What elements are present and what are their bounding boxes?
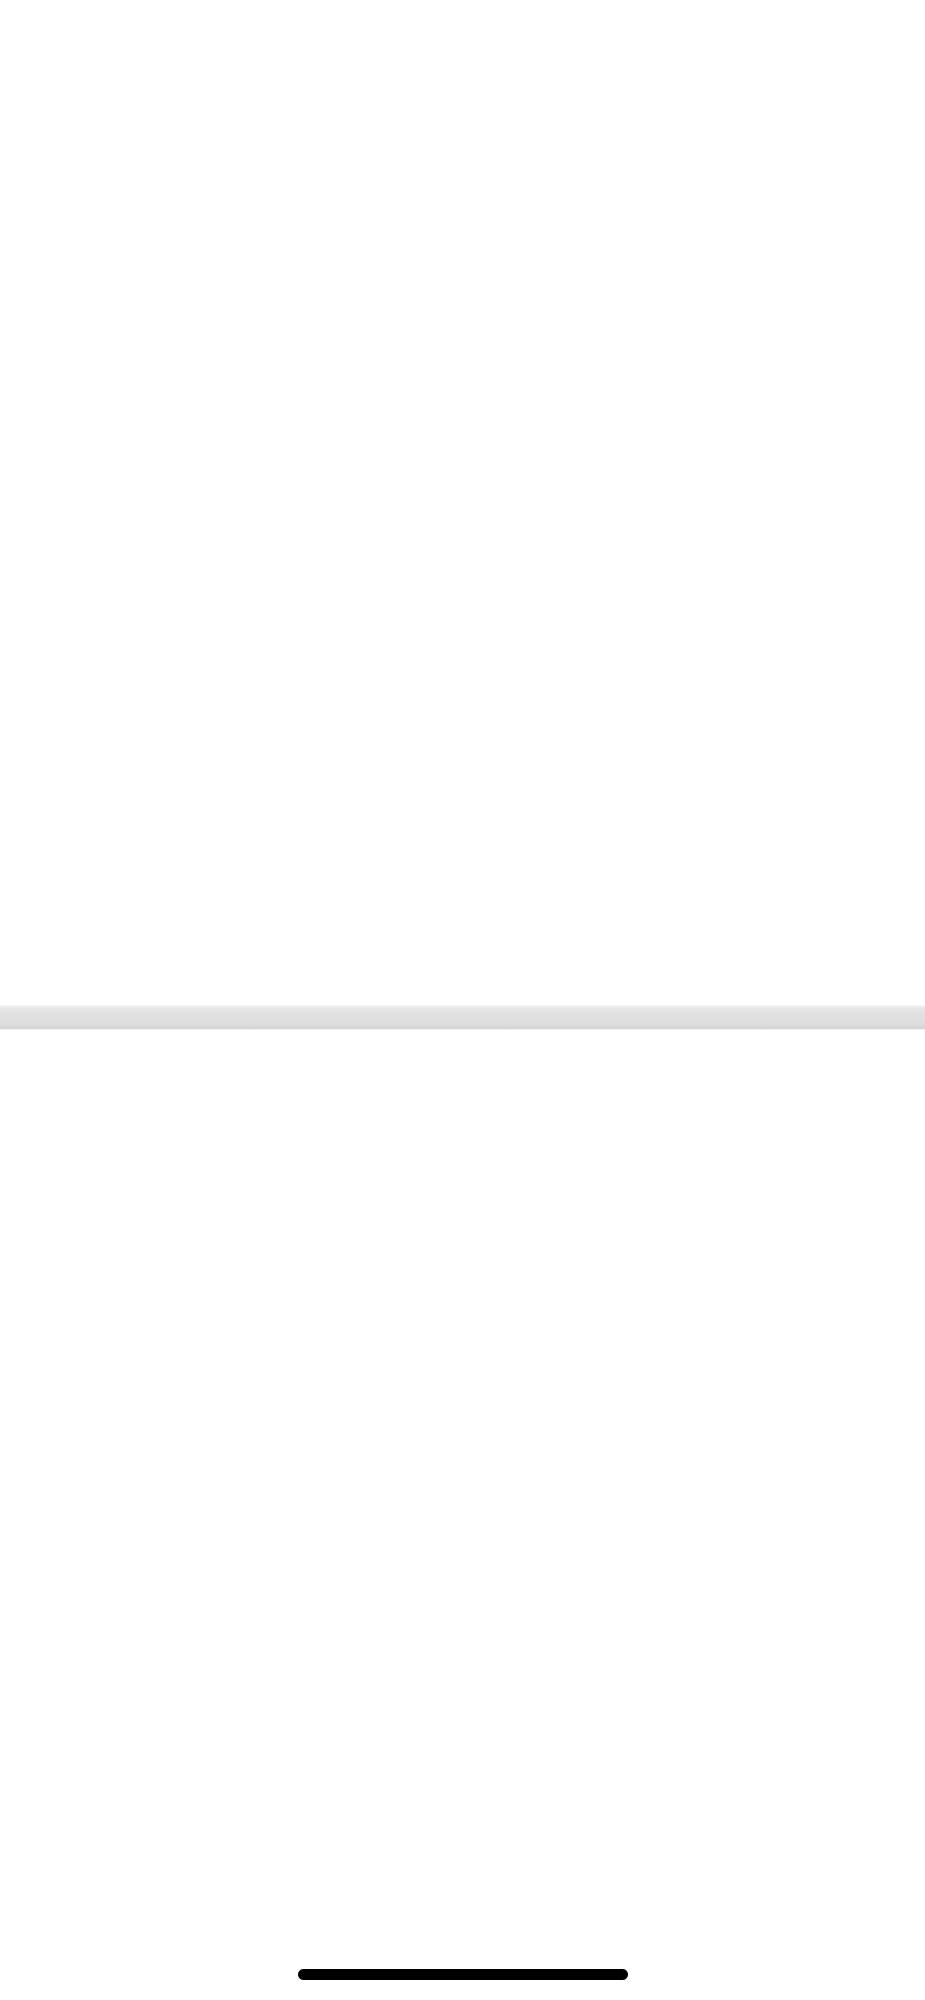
page-separator (0, 1005, 925, 1030)
case-header (53, 1068, 125, 1091)
thumbnail-strip[interactable] (0, 1885, 925, 1955)
pdf-page-bottom (0, 1030, 925, 1845)
home-indicator[interactable] (298, 1969, 628, 1980)
